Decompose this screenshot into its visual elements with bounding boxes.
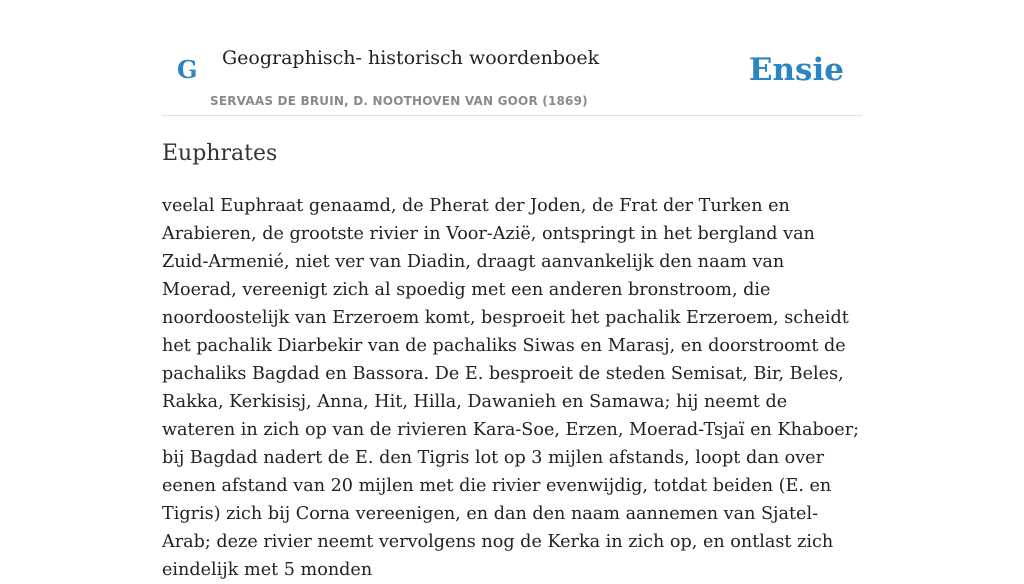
book-authors: SERVAAS DE BRUIN, D. NOOTHOVEN VAN GOOR (1869)	[210, 94, 588, 108]
entry-title: Euphrates	[162, 141, 278, 166]
ensie-logo[interactable]: Ensie	[748, 52, 844, 88]
book-header	[162, 0, 862, 116]
entry-body: veelal Euphraat genaamd, de Pherat der Joden, de Frat der Turken en Arabieren, de grootste rivier in Voor-Azië, ontspringt in het bergland van Zuid-Armenié, niet ver van Diadin, draagt aanvankelijk den naam van Moerad, vereenigt zich al spoedig met een anderen bronstroom, die noordoostelijk van Erzeroem komt, besproeit het pachalik Erzeroem, scheidt het pachalik Diarbekir van de pachaliks Siwas en Marasj, en doorstroomt de pachaliks Bagdad en Bassora. De E. besproeit de steden Semisat, Bir, Beles, Rakka, Kerkisisj, Anna, Hit, Hilla, Dawanieh en Samawa; hij neemt de wateren in zich op van de rivieren Kara-Soe, Erzen, Moerad-Tsjaï en Khaboer; bij Bagdad nadert de E. den Tigris lot op 3 mijlen afstands, loopt dan over eenen afstand van 20 mijlen met die rivier evenwijdig, totdat beiden (E. en Tigris) zich bij Corna vereenigen, en dan den naam aannemen van Sjatel-Arab; deze rivier neemt vervolgens nog de Kerka in zich op, en ontlast zich eindelijk met 5 monden	[162, 196, 860, 580]
book-title[interactable]: Geographisch- historisch woordenboek	[222, 47, 600, 69]
book-letter-icon[interactable]: G	[177, 55, 198, 84]
